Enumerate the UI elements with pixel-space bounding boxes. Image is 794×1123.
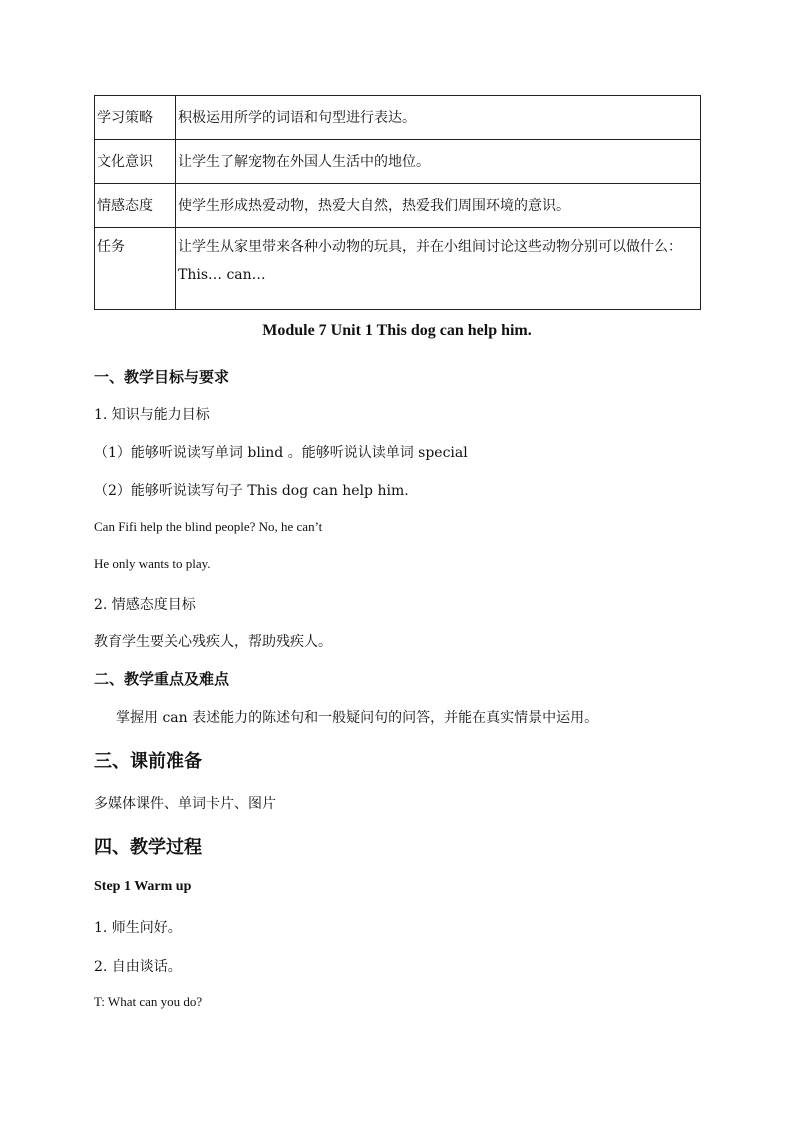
paragraph: 2. 情感态度目标: [94, 597, 196, 613]
paragraph: （2）能够听说读写句子 This dog can help him.: [94, 483, 409, 499]
page-title: Module 7 Unit 1 This dog can help him.: [262, 322, 532, 339]
paragraph: 多媒体课件、单词卡片、图片: [94, 796, 276, 812]
table-value: 让学生从家里带来各种小动物的玩具，并在小组间讨论这些动物分别可以做什么：This… can…: [176, 228, 701, 310]
paragraph: 2. 自由谈话。: [94, 959, 182, 975]
table-key: 情感态度: [95, 184, 176, 228]
table-row: [95, 228, 701, 310]
table-value: 使学生形成热爱动物，热爱大自然，热爱我们周围环境的意识。: [176, 184, 701, 228]
objectives-table: [94, 95, 701, 310]
section-heading: 三、课前准备: [94, 751, 202, 772]
paragraph: 掌握用 can 表述能力的陈述句和一般疑问句的问答，并能在真实情景中运用。: [116, 710, 599, 726]
paragraph: （1）能够听说读写单词 blind 。能够听说认读单词 special: [94, 445, 468, 461]
step-heading: Step 1 Warm up: [94, 879, 192, 894]
section-heading: 四、教学过程: [94, 837, 202, 858]
table-key: 学习策略: [95, 96, 176, 140]
paragraph: T: What can you do?: [94, 994, 203, 1009]
section-heading: 二、教学重点及难点: [94, 670, 230, 688]
paragraph: 1. 知识与能力目标: [94, 407, 210, 423]
paragraph: 教育学生要关心残疾人，帮助残疾人。: [94, 634, 332, 650]
table-value: 积极运用所学的词语和句型进行表达。: [176, 96, 701, 140]
table-key: 任务: [95, 228, 176, 310]
table-row: [95, 184, 701, 228]
paragraph: Can Fifi help the blind people? No, he can’t: [94, 519, 323, 534]
table-row: [95, 96, 701, 140]
table-row: [95, 140, 701, 184]
section-heading: 一、教学目标与要求: [94, 368, 230, 386]
paragraph: 1. 师生问好。: [94, 920, 182, 936]
table-value: 让学生了解宠物在外国人生活中的地位。: [176, 140, 701, 184]
table-key: 文化意识: [95, 140, 176, 184]
paragraph: He only wants to play.: [94, 556, 211, 571]
